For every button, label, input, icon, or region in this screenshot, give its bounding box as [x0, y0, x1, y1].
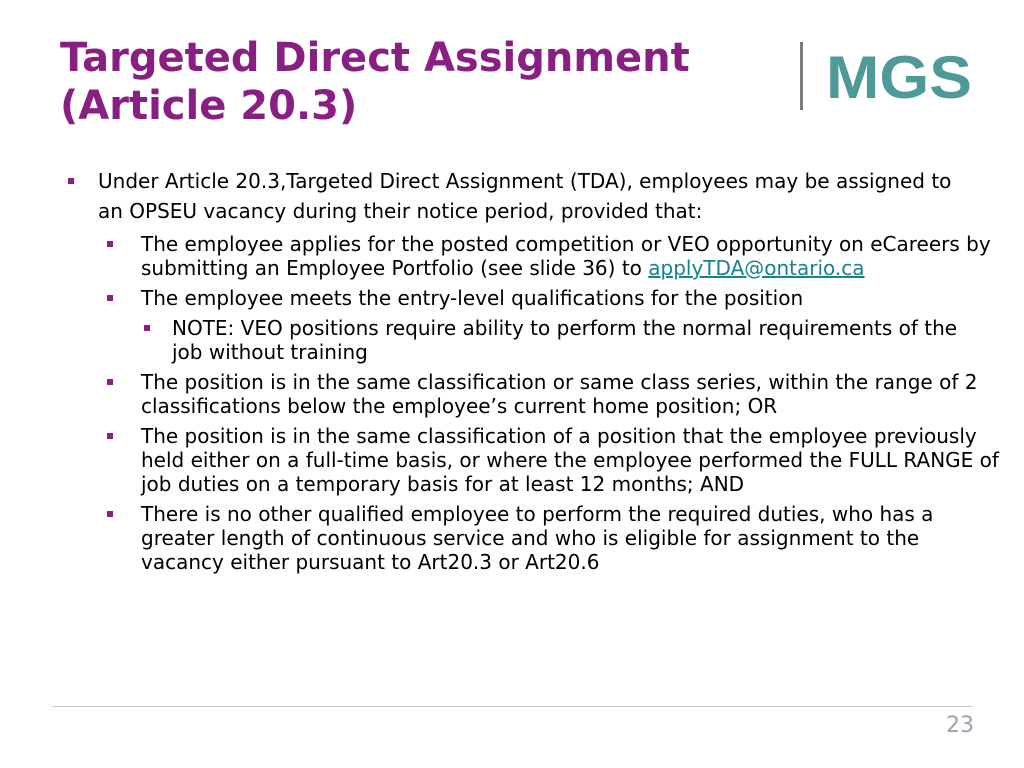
condition-3-text: The position is in the same classification or same class series, within the range of 2 classifications below the employee’s current home position; OR	[141, 370, 978, 418]
footer-divider	[52, 706, 973, 707]
bullet-condition-4	[141, 424, 1001, 496]
logo-divider	[800, 42, 803, 110]
condition-2-note-text: NOTE: VEO positions require ability to perform the normal requirements of the job without training	[172, 316, 958, 364]
intro-text: Under Article 20.3,Targeted Direct Assignment (TDA), employees may be assigned to an OPSEU vacancy during their notice period, provided that:	[98, 169, 952, 223]
bullet-condition-1	[141, 232, 1001, 280]
logo-text: MGS	[826, 44, 972, 108]
apply-tda-email-link[interactable]: applyTDA@ontario.ca	[648, 256, 865, 280]
bullet-condition-2-note	[172, 316, 962, 364]
bullet-marker	[107, 295, 113, 301]
title-line-2: (Article 20.3)	[60, 83, 358, 129]
bullet-marker	[107, 511, 113, 517]
bullet-condition-2	[141, 286, 1001, 310]
condition-4-text: The position is in the same classification of a position that the employee previously held either on a full-time basis, or where the employee performed the FULL RANGE of job duties on a temporary basis for at least 12 months; AND	[141, 424, 999, 496]
slide-body	[0, 166, 1024, 574]
bullet-marker	[107, 241, 113, 247]
bullet-condition-3	[141, 370, 1001, 418]
page-number: 23	[946, 713, 974, 738]
title-line-1: Targeted Direct Assignment	[60, 35, 690, 81]
bullet-intro	[98, 166, 978, 226]
mgs-logo	[826, 44, 976, 108]
condition-1-text: The employee applies for the posted competition or VEO opportunity on eCareers by submitting an Employee Portfolio (see slide 36) to	[141, 232, 991, 280]
slide-title	[60, 34, 780, 130]
condition-5-text: There is no other qualified employee to perform the required duties, who has a greater length of continuous service and who is eligible for assignment to the vacancy either pursuant to Art20.3 or Art20.6	[141, 502, 934, 574]
bullet-marker	[68, 178, 74, 184]
bullet-condition-5	[141, 502, 1001, 574]
bullet-marker	[107, 379, 113, 385]
bullet-marker	[144, 325, 150, 331]
bullet-marker	[107, 433, 113, 439]
condition-2-text: The employee meets the entry-level qualifications for the position	[141, 286, 804, 310]
